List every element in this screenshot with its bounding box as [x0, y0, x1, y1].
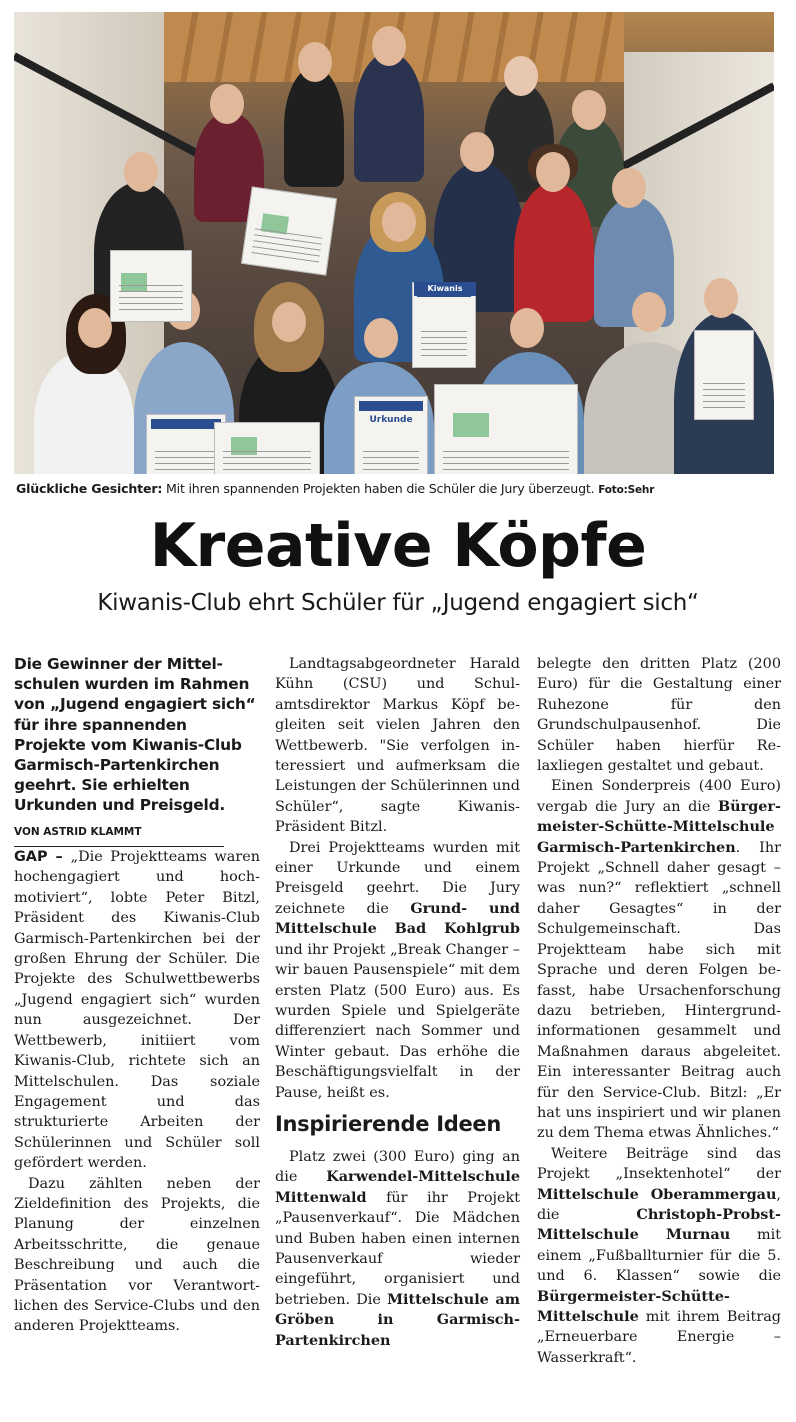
- subheading: Inspirierende Ideen: [275, 1111, 502, 1136]
- certificate-text-lines: [443, 451, 569, 474]
- photo-caption: [16, 481, 780, 496]
- person-head: [704, 278, 738, 318]
- certificate-text-lines: [155, 451, 217, 474]
- kiwanis-logo: Kiwanis: [414, 282, 476, 296]
- paragraph-7-text-a: Weitere Beiträge sind das Projekt „Insektenhotel“ der: [537, 1145, 781, 1183]
- person-head: [612, 168, 646, 208]
- byline: VON ASTRID KLAMMT: [14, 822, 224, 847]
- person-figure: [284, 67, 344, 187]
- paragraph-6: [537, 776, 781, 1143]
- certificate-header-bar: [151, 419, 221, 429]
- paragraph-5: [275, 1147, 520, 1351]
- paragraph-7: [537, 1144, 781, 1368]
- school-am-groeben: Mittelschule am Gröben in Garmisch-Partenkirchen: [275, 1290, 520, 1349]
- paragraph-6-text-a: Einen Sonderpreis (400 Euro) vergab die Jury an die: [537, 778, 781, 815]
- certificate-urkunde: [354, 396, 428, 474]
- banknote: [453, 413, 489, 437]
- paragraph-5-continued: belegte den dritten Platz (200 Euro) für die Gestaltung einer Ruhezone für den Grundschulpausenhof. Die Schüler haben hierfür Relaxliegen gestaltet und gebaut.: [537, 656, 781, 775]
- person-head: [632, 292, 666, 332]
- person-figure: [354, 52, 424, 182]
- paragraph-7-text-c: mit einem „Fußballturnier für die 5. und 6. Klassen“ sowie die: [537, 1227, 781, 1285]
- caption-text: Mit ihren spannenden Projekten haben die Schüler die Jury überzeugt.: [162, 481, 595, 496]
- dateline: GAP –: [14, 849, 71, 866]
- person-head: [298, 42, 332, 82]
- certificate-text-lines: [223, 451, 311, 474]
- school-buergermeister-schuette-2: Bürgermeister-Schütte-Mittelschule: [537, 1287, 730, 1325]
- school-bad-kohlgrub: Grund- und Mittelschule Bad Kohlgrub: [275, 899, 520, 938]
- photo-credit: Foto:Sehr: [598, 484, 655, 496]
- paragraph-1: [14, 847, 260, 1174]
- paragraph-7-text-d: mit ihrem Beitrag „Erneuerbare Energie – Wasserkraft“.: [537, 1309, 781, 1366]
- article-photo: [14, 12, 774, 474]
- article-column-3: [537, 654, 781, 1368]
- school-oberammergau: Mittelschule Oberammergau: [537, 1185, 777, 1203]
- school-murnau: Christoph-Probst-Mittelschule Murnau: [537, 1205, 781, 1244]
- person-head: [382, 202, 416, 242]
- paragraph-2: Dazu zählten neben der Zieldefinition des Projekts, die Planung der einzelnen Arbeitsschritte, die genaue Beschreibung und auch die Präsentation vor Verantwortlichen des Service-Clubs und den anderen Projektteams.: [14, 1175, 260, 1335]
- person-head: [78, 308, 112, 348]
- article-column-1: [14, 654, 260, 1337]
- person-head: [572, 90, 606, 130]
- certificate: [694, 330, 754, 420]
- person-head: [124, 152, 158, 192]
- person-figure: [514, 182, 594, 322]
- person-head: [210, 84, 244, 124]
- certificate: [214, 422, 320, 474]
- certificate-header-bar: [359, 401, 423, 411]
- article-column-2: [275, 654, 520, 1351]
- person-head: [372, 26, 406, 66]
- person-head: [364, 318, 398, 358]
- certificate: [434, 384, 578, 474]
- caption-lead: Glückliche Gesichter:: [16, 481, 163, 496]
- person-head: [272, 302, 306, 342]
- school-buergermeister-schuette: Bürgermeister-Schütte-Mittelschule Garmisch-Partenkirchen: [537, 797, 781, 856]
- paragraph-7-text-b: , die: [537, 1186, 781, 1223]
- paragraph-4-text-a: Drei Projektteams wurden mit einer Urkunde und einem Preisgeld geehrt. Die Jury zeichnete die: [275, 839, 520, 917]
- certificate-text-lines: [251, 228, 322, 263]
- certificate: [110, 250, 192, 322]
- certificate-text-lines: [363, 451, 419, 474]
- certificate-text-lines: [421, 331, 467, 357]
- article-lead: Die Gewinner der Mittelschulen wurden im Rahmen von „Jugend engagiert sich“ für ihre spannenden Projekte vom Kiwanis-Club Garmisch-Partenkirchen geehrt. Sie erhielten Urkunden und Preisgeld.: [14, 655, 256, 815]
- paragraph-4: [275, 838, 520, 1103]
- paragraph-5-text-b: für ihr Projekt „Pausenverkauf“. Die Mädchen und Buben haben einen internen Pausenverkauf wieder eingeführt, organisiert und betrieben. Die: [275, 1189, 520, 1308]
- person-head: [536, 152, 570, 192]
- paragraph-4-text-b: und ihr Projekt „Break Changer – wir bauen Pausenspiele“ mit dem ersten Platz (500 Euro) aus. Es wurden Spiele und Spielgeräte differenziert nach Sommer und Winter gebaut. Das erhöhe die Beschäftigungsvielfalt in der Pause, heißt es.: [275, 941, 520, 1101]
- person-head: [504, 56, 538, 96]
- paragraph-5-text-a: Platz zwei (300 Euro) ging an die: [275, 1148, 520, 1186]
- person-head: [460, 132, 494, 172]
- headline: Kreative Köpfe: [149, 511, 647, 581]
- certificate-text-lines: [703, 383, 745, 409]
- certificate: [241, 186, 337, 275]
- paragraph-3: Landtagsabgeordneter Harald Kühn (CSU) und Schulamtsdirektor Markus Köpf begleiten seit vielen Jahren den Wettbewerb. "Sie verfolgen interessiert und aufmerksam die Leistungen der Schülerinnen und Schüler“, sagte Kiwanis-Präsident Bitzl.: [275, 656, 520, 836]
- certificate-title: Urkunde: [369, 415, 413, 425]
- paragraph-1-text: „Die Projektteams waren hochengagiert und hochmotiviert“, lobte Peter Bitzl, Präsident des Kiwanis-Club Garmisch-Partenkirchen bei der großen Ehrung der Schüler. Die Projekte des Schulwettbewerbs „Jugend engagiert sich“ wurden nun ausgezeichnet. Der Wettbewerb, initiiert vom Kiwanis-Club, richtete sich an Mittelschulen. Das soziale Engagement und das strukturierte Arbeiten der Schülerinnen und Schüler soll gefördert werden.: [14, 849, 260, 1172]
- paragraph-6-text-b: . Ihr Projekt „Schnell daher gesagt – was nun?“ reflektiert „schnell daher Gesagtes“ in der Schulgemeinschaft. Das Projektteam habe sich mit Sprache und deren Folgen befasst, habe Ursachenforschung dazu betrieben, Hintergrundinformationen gesammelt und Maßnahmen daraus abgeleitet. Ein interessanter Beitrag auch für den Service-Club. Bitzl: „Er hat uns inspiriert und wir planen zu dem Thema etwas Ähnliches.“: [537, 839, 781, 1142]
- school-mittenwald: Karwendel-Mittelschule Mittenwald: [275, 1168, 520, 1206]
- person-head: [510, 308, 544, 348]
- subheadline: Kiwanis-Club ehrt Schüler für „Jugend engagiert sich“: [97, 590, 699, 616]
- certificate-text-lines: [119, 285, 183, 311]
